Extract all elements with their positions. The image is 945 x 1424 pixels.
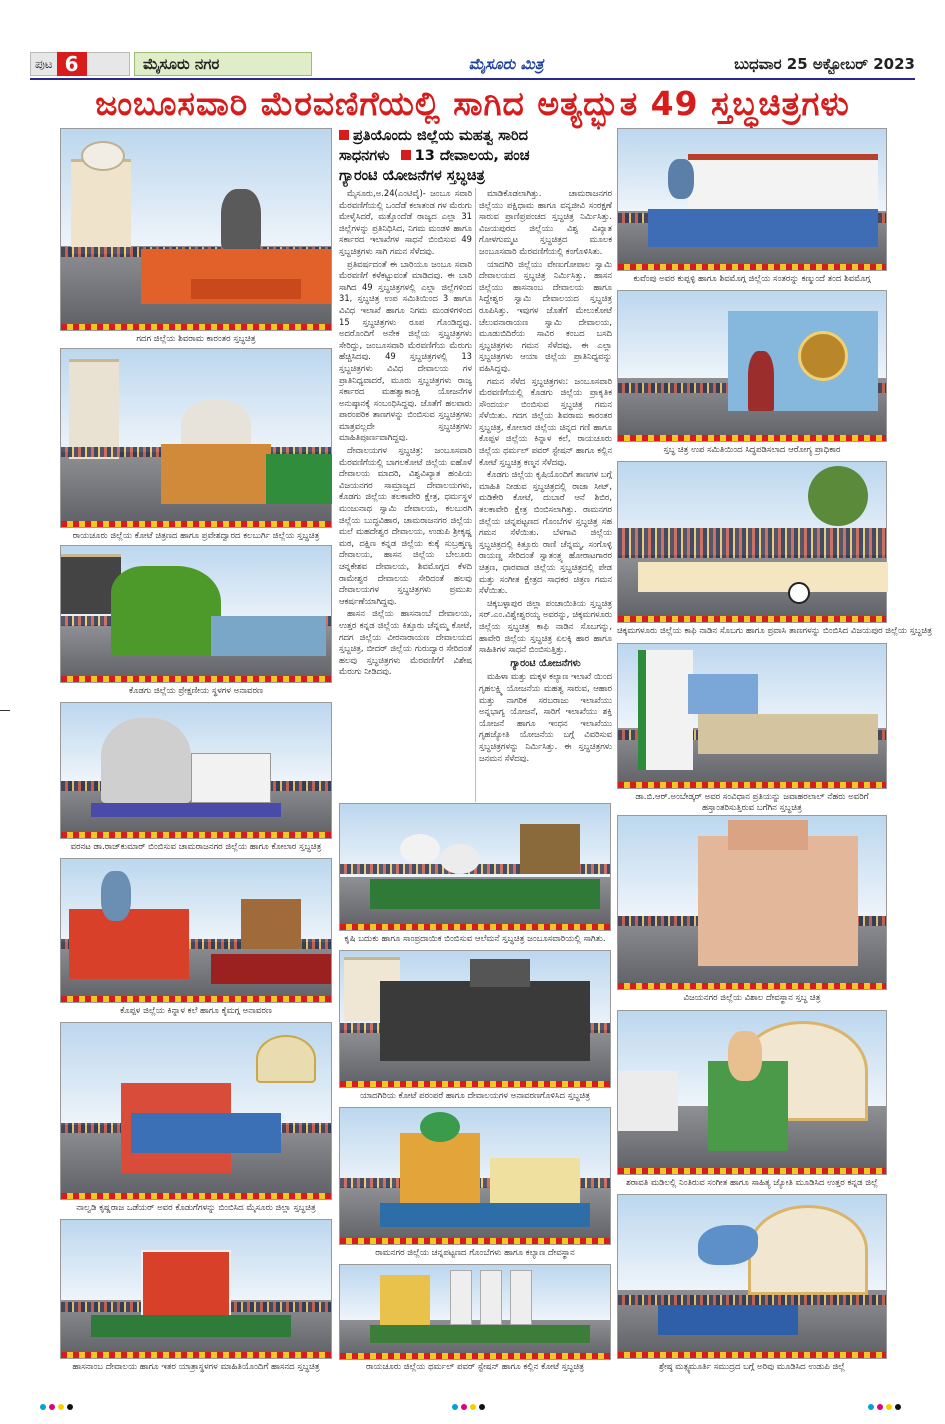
bullet-square-icon — [401, 150, 411, 160]
masthead-rule — [30, 78, 915, 80]
article-heading — [339, 126, 612, 186]
photo-caption: ಹಾಸನಾಂಬ ದೇವಾಲಯ ಹಾಗೂ ಇತರ ಯಾತ್ರಾಸ್ಥಳಗಳ ಮಾಹಿತಿಯೊಂದಿಗೆ ಹಾಸನದ ಸ್ತಬ್ಧಚಿತ್ರ — [72, 1362, 320, 1372]
float-photo-raichur — [60, 348, 332, 528]
page-number: 6 — [57, 52, 87, 76]
photo-caption: ರಾಯಚೂರು ಜಿಲ್ಲೆಯ ಕೋಟೆ ಚಿತ್ರಣದ ಹಾಗೂ ಪ್ರವೇಶದ್ವಾರದ ಕಲಬುರ್ಗಿ ಜಿಲ್ಲೆಯ ಸ್ತಬ್ಧಚಿತ್ರ — [72, 531, 320, 541]
article-column-1 — [339, 188, 472, 802]
masthead — [30, 50, 915, 78]
issue-date: ಬುಧವಾರ 25 ಅಕ್ಟೋಬರ್ 2023 — [734, 55, 915, 73]
float-photo-kodagu — [60, 545, 332, 683]
float-photo-vijayapura — [617, 461, 887, 623]
article-paragraph: ಹಾಸನ ಜಿಲ್ಲೆಯ ಹಾಸನಾಂಬೆ ದೇವಾಲಯ, ಉತ್ತರ ಕನ್ನಡ ಜಿಲ್ಲೆಯ ಕಿತ್ತೂರು ಚೆನ್ನಮ್ಮ ಕೋಟೆ, ಗದಗ ಜಿಲ್ಲೆಯ ವೀರನಾರಾಯಣ ದೇವಾಲಯದ ಸ್ತಬ್ಧಚಿತ್ರ, ಬೀದರ್ ಜಿಲ್ಲೆಯ ಗುರುದ್ವಾರ ಸೇರಿದಂತೆ ಹಲವು ಸ್ತಬ್ಧಚಿತ್ರಗಳು ಮೆರವಣಿಗೆಗೆ ವಿಶೇಷ ಮೆರುಗು ನೀಡಿದವು. — [339, 608, 472, 677]
float-photo-mysuru — [60, 1022, 332, 1200]
registration-marks-center — [452, 1404, 485, 1410]
column-divider — [475, 188, 476, 802]
page-badge — [30, 52, 130, 76]
article-body — [339, 188, 612, 802]
main-article — [339, 126, 612, 802]
page-headline: ಜಂಬೂಸವಾರಿ ಮೆರವಣಿಗೆಯಲ್ಲಿ ಸಾಗಿದ ಅತ್ಯದ್ಭುತ 49 ಸ್ತಬ್ಧಚಿತ್ರಗಳು — [95, 84, 850, 123]
article-paragraph: ಗಮನ ಸೆಳೆದ ಸ್ತಬ್ಧಚಿತ್ರಗಳು: ಜಂಬೂಸವಾರಿ ಮೆರವಣಿಗೆಯಲ್ಲಿ ಕೊಡಗು ಜಿಲ್ಲೆಯ ಪ್ರಾಕೃತಿಕ ಸೌಂದರ್ಯ ಬಿಂಬಿಸುವ ಸ್ತಬ್ಧಚಿತ್ರ ಗಮನ ಸೆಳೆಯಿತು. ಗದಗ ಜಿಲ್ಲೆಯ ಶಿವರಾಮ ಕಾರಂತರ ಸ್ತಬ್ಧಚಿತ್ರ, ಕೋಲಾರ ಜಿಲ್ಲೆಯ ಚಿನ್ನದ ಗಣಿ ಹಾಗೂ ಕೊಪ್ಪಳ ಜಿಲ್ಲೆಯ ಕಿನ್ನಾಳ ಕಲೆ, ರಾಯಚೂರು ಜಿಲ್ಲೆಯ ಥರ್ಮಲ್ ಪವರ್ ಸ್ಟೇಷನ್ ಹಾಗೂ ಕಲ್ಲಿನ ಕೋಟೆ ಸ್ತಬ್ಧಚಿತ್ರ ಕಣ್ಮನ ಸೆಳೆದವು. — [479, 375, 612, 467]
float-photo-vijayanagara — [617, 815, 887, 990]
article-paragraph: ಮಹಿಳಾ ಮತ್ತು ಮಕ್ಕಳ ಕಲ್ಯಾಣ ಇಲಾಖೆ ಯಿಂದ ಗೃಹಲಕ್ಷ್ಮಿ ಯೋಜನೆಯ ಮಹತ್ವ ಸಾರುವ, ಆಹಾರ ಮತ್ತು ನಾಗರಿಕ ಸರಬರಾಜು ಇಲಾಖೆಯು ಅನ್ನಭಾಗ್ಯ ಯೋಜನೆ, ಸಾರಿಗೆ ಇಲಾಖೆಯು ಶಕ್ತಿ ಯೋಜನೆ ಹಾಗೂ ಇಂಧನ ಇಲಾಖೆಯು ಗೃಹಜ್ಯೋತಿ ಯೋಜನೆಯ ಬಗ್ಗೆ ವಿವರಿಸುವ ಸ್ತಬ್ಧಚಿತ್ರಗಳನ್ನು ನಿರ್ಮಿಸಿತ್ತು. ಈ ಸ್ತಬ್ಧಚಿತ್ರಗಳು ಜನಮನ ಸೆಳೆದವು. — [479, 671, 613, 763]
page-word: ಪುಟ — [35, 56, 53, 71]
float-photo-koppal — [60, 858, 332, 1003]
float-photo-chamarajanagar — [60, 702, 332, 839]
float-photo-hassan — [60, 1219, 332, 1359]
article-paragraph: ದೇವಾಲಯಗಳ ಸ್ತಬ್ಧಚಿತ್ರ: ಜಂಬೂಸವಾರಿ ಮೆರವಣಿಗೆಯಲ್ಲಿ ಬಾಗಲಕೋಟೆ ಜಿಲ್ಲೆಯ ಐಹೊಳೆ ದೇವಾಲಯ ಮಾದರಿ, ವಿಶ್ವವಿಖ್ಯಾತ ಹಂಪಿಯ ವಿಜಯನಗರ ಸಾಮ್ರಾಜ್ಯದ ದೇವಾಲಯಗಳು, ಕೊಡಗು ಜಿಲ್ಲೆಯ ತಲಕಾವೇರಿ ಕ್ಷೇತ್ರ, ಧರ್ಮಸ್ಥಳ ಮಂಜುನಾಥ ಸ್ವಾಮಿ ದೇವಾಲಯ, ಕಲಬುರಗಿ ಜಿಲ್ಲೆಯ ಬುದ್ಧವಿಹಾರ, ಚಾಮರಾಜನಗರ ಜಿಲ್ಲೆಯ ಮಲೆ ಮಹದೇಶ್ವರ ದೇವಾಲಯ, ಉಡುಪಿ ಶ್ರೀಕೃಷ್ಣ ಮಠ, ದಕ್ಷಿಣ ಕನ್ನಡ ಜಿಲ್ಲೆಯ ಕುಕ್ಕೆ ಸುಬ್ರಹ್ಮಣ್ಯ ದೇವಾಲಯ, ಹಾಸನ ಜಿಲ್ಲೆಯ ಬೇಲೂರು ಚನ್ನಕೇಶವ ದೇವಾಲಯ, ಶಿವಮೊಗ್ಗದ ಕೆಳದಿ ರಾಮೇಶ್ವರ ದೇವಾಲಯ ಸೇರಿದಂತೆ ಹಲವು ದೇವಾಲಯಗಳ ಸ್ತಬ್ಧಚಿತ್ರಗಳು ಪ್ರಮುಖ ಆಕರ್ಷಣೆಯಾಗಿದ್ದವು. — [339, 445, 472, 606]
photo-caption: ವರನಟ ಡಾ.ರಾಜ್‌ಕುಮಾರ್ ಬಿಂಬಿಸುವ ಚಾಮರಾಜನಗರ ಜಿಲ್ಲೆಯ ಹಾಗೂ ಕೋಲಾರ ಸ್ತಬ್ಧಚಿತ್ರ — [70, 842, 322, 852]
float-photo-alemane — [339, 803, 611, 931]
float-photo-ramanagara — [339, 1107, 611, 1245]
photo-caption: ಶ್ರೇಷ್ಠ ಮತ್ಸ್ಯಮೂರ್ತಿ ಸಮುದ್ರದ ಬಗ್ಗೆ ಅರಿವು ಮೂಡಿಸಿದ ಉಡುಪಿ ಜಿಲ್ಲೆ — [658, 1362, 846, 1372]
float-photo-gadag — [60, 128, 332, 331]
registration-marks-left — [40, 1404, 73, 1410]
article-paragraph: ಮಾಡಿಕೊಡಲಾಗಿತ್ತು. ಚಾಮರಾಜನಗರ ಜಿಲ್ಲೆಯು ಪಕ್ಷಿಧಾಮ ಹಾಗೂ ವನ್ಯಜೀವಿ ಸಂರಕ್ಷಣೆ ಸಾರುವ ಪ್ರಾಣಿಪ್ರಪಂಚದ ಸ್ತಬ್ಧಚಿತ್ರ ನಿರ್ಮಿಸಿತ್ತು. ವಿಜಯಪುರದ ಜಿಲ್ಲೆಯು ವಿಶ್ವ ವಿಖ್ಯಾತ ಗೋಳಗುಮ್ಮಟ ಸ್ತಬ್ಧಚಿತ್ರದ ಮೂಲಕ ಜಂಬೂಸವಾರಿ ಮೆರವಣಿಗೆಯಲ್ಲಿ ಕಂಗೊಳಿಸಿತು. — [479, 188, 612, 256]
article-subheading: ಗ್ಯಾರಂಟಿ ಯೋಜನೆಗಳು — [510, 657, 581, 669]
photo-caption: ನಾಲ್ವಡಿ ಕೃಷ್ಣರಾಜ ಒಡೆಯರ್ ಅವರ ಕೊಡುಗೆಗಳನ್ನು ಬಿಂಬಿಸಿದ ಮೈಸೂರು ಜಿಲ್ಲಾ ಸ್ತಬ್ಧಚಿತ್ರ — [76, 1203, 316, 1213]
article-paragraph: ಮೈಸೂರು,ಅ.24(ಎಂಟಿವೈ)- ಜಂಬೂ ಸವಾರಿ ಮೆರವಣಿಗೆಯಲ್ಲಿ ಒಂದೆಡೆ ಕಲಾತಂಡ ಗಳ ಮೆರುಗು ಮೇಳೈಸಿದರೆ, ಮತ್ತೊಂದೆಡೆ ರಾಜ್ಯದ ಎಲ್ಲಾ 31 ಜಿಲ್ಲೆಗಳನ್ನು ಪ್ರತಿನಿಧಿಸಿದ, ನಿಗಮ ಮಂಡಳಿ ಹಾಗೂ ಸರ್ಕಾರದ ಇಲಾಖೆಗಳ ಸಾಧನೆ ಬಿಂಬಿಸುವ 49 ಸ್ತಬ್ಧಚಿತ್ರಗಳು ಸಾಗಿ ಗಮನ ಸೆಳೆದವು. — [339, 188, 472, 256]
photo-caption: ಶರಾವತಿ ಮಡಿಲಲ್ಲಿ ನಿಂತಿರುವ ಸಂಗೀತ ಹಾಗೂ ಸಾಹಿತ್ಯ ಜ್ಯೋತಿ ಮೂಡಿಸಿದ ಉತ್ತರ ಕನ್ನಡ ಜಿಲ್ಲೆ — [626, 1178, 878, 1188]
article-heading-line3: ಗ್ಯಾರಂಟಿ ಯೋಜನೆಗಳ ಸ್ತಬ್ಧಚಿತ್ರ — [339, 168, 485, 184]
article-heading-line2b: 13 ದೇವಾಲಯ, ಪಂಚ — [414, 148, 530, 164]
photo-caption: ಡಾ.ಬಿ.ಆರ್.ಅಂಬೇಡ್ಕರ್ ಅವರ ಸಂವಿಧಾನ ಪ್ರತಿಯನ್ನು ಜವಾಹರಲಾಲ್ ನೆಹರು ಅವರಿಗೆ ಹಸ್ತಾಂತರಿಸುತ್ತಿರುವ ಬಗೆಗಿನ ಸ್ತಬ್ಧಚಿತ್ರ — [635, 792, 869, 813]
article-paragraph: ಪ್ರತಿವರ್ಷದಂತೆ ಈ ಬಾರಿಯೂ ಜಂಬೂ ಸವಾರಿ ಮೆರವಣಿಗೆ ಕಳೆಕಟ್ಟುವಂತೆ ಮಾಡಿದವು. ಈ ಬಾರಿ ಸಾಗಿದ 49 ಸ್ತಬ್ಧಚಿತ್ರಗಳಲ್ಲಿ ಎಲ್ಲಾ ಜಿಲ್ಲೆಗಳಿಂದ 31, ಸ್ತಬ್ಧಚಿತ್ರ ಉಪ ಸಮಿತಿಯಿಂದ 3 ಹಾಗೂ ವಿವಿಧ ಇಲಾಖೆ ಹಾಗೂ ನಿಗಮ ಮಂಡಳಿಗಳಿಂದ 15 ಸ್ತಬ್ಧಚಿತ್ರಗಳು ರೂಪ ಗೊಂಡಿದ್ದವು. ಅದರೊಂದಿಗೆ ಅನೇಕ ಜಿಲ್ಲೆಯ ಸ್ತಬ್ಧಚಿತ್ರಗಳು ಸೇರಿದ್ದು, ಜಂಬೂಸವಾರಿ ಮೆರವಣಿಗೆಯ ಮೆರುಗು ಹೆಚ್ಚಿಸಿದವು. 49 ಸ್ತಬ್ಧಚಿತ್ರಗಳಲ್ಲಿ 13 ಸ್ತಬ್ಧಚಿತ್ರಗಳು ವಿವಿಧ ದೇವಾಲಯ ಗಳ ಪ್ರಾತಿನಿಧ್ಯವಾದರೆ, ಮೂರು ಸ್ತಬ್ಧಚಿತ್ರಗಳು ರಾಜ್ಯ ಸರ್ಕಾರದ ಮಹತ್ವಾಕಾಂಕ್ಷಿ ಯೋಜನೆಗಳ ಅನುಷ್ಠಾನಕ್ಕೆ ಸಂಬಂಧಿಸಿದ್ದವು. ಜೊತೆಗೆ ಹಲವಾರು ಪಾರಂಪರಿಕ ತಾಣಗಳನ್ನು ಬಿಂಬಿಸುವ ಸ್ತಬ್ಧಚಿತ್ರಗಳು ಮಾತ್ರವಲ್ಲದೇ ಸ್ತಬ್ಧಚಿತ್ರಗಳು ಮಾಹಿತಿಪೂರ್ಣವಾಗಿದ್ದವು. — [339, 258, 472, 443]
float-photo-arogya — [617, 290, 887, 442]
photo-caption: ಕೊಡಗು ಜಿಲ್ಲೆಯ ಪ್ರೇಕ್ಷಣೀಯ ಸ್ಥಳಗಳ ಅನಾವರಣ — [128, 686, 264, 696]
photo-caption: ಕೃಷಿ ಬದುಕು ಹಾಗೂ ಸಾಂಪ್ರದಾಯಿಕ ಬಿಂಬಿಸುವ ಆಲೆಮನೆ ಸ್ತಬ್ಧಚಿತ್ರ ಜಂಬೂಸವಾರಿಯಲ್ಲಿ ಸಾಗಿತು. — [344, 934, 606, 944]
float-photo-shivamogga — [617, 128, 887, 271]
photo-caption: ಕೊಪ್ಪಳ ಜಿಲ್ಲೆಯ ಕಿನ್ನಾಳ ಕಲೆ ಹಾಗೂ ಕೈಮಗ್ಗ ಅನಾವರಣ — [120, 1006, 272, 1016]
float-photo-uttara-kannada — [617, 1010, 887, 1175]
photo-caption: ರಾಮನಗರ ಜಿಲ್ಲೆಯ ಚನ್ನಪಟ್ಟಣದ ಗೊಂಬೆಗಳು ಹಾಗೂ ಕಲ್ಯಾಣ ದೇವಸ್ಥಾನ — [375, 1248, 575, 1258]
photo-caption: ಗದಗ ಜಿಲ್ಲೆಯ ಶಿವರಾಮ ಕಾರಂತರ ಸ್ತಬ್ಧಚಿತ್ರ — [136, 334, 256, 344]
float-photo-yadgir — [339, 950, 611, 1088]
float-photo-ambedkar — [617, 643, 887, 789]
article-column-2 — [479, 188, 612, 802]
photo-caption: ರಾಯಚೂರು ಜಿಲ್ಲೆಯ ಥರ್ಮಲ್ ಪವರ್ ಸ್ಟೇಷನ್ ಹಾಗೂ ಕಲ್ಲಿನ ಕೋಟೆ ಸ್ತಬ್ಧಚಿತ್ರ — [366, 1362, 584, 1372]
float-photo-raichur-thermal — [339, 1264, 611, 1360]
photo-caption: ಕುವೆಂಪು ಅವರ ಕುಪ್ಪಳ್ಳಿ ಹಾಗೂ ಶಿವಮೊಗ್ಗ ಜಿಲ್ಲೆಯ ಸಂತರನ್ನು ಕಣ್ಮುಂದೆ ತಂದ ಶಿವಮೊಗ್ಗ — [633, 274, 871, 284]
article-paragraph: ಚಿಕ್ಕಬಳ್ಳಾಪುರ ಜಿಲ್ಲಾ ಪಂಚಾಯಿತಿಯ ಸ್ತಬ್ಧಚಿತ್ರ ಸರ್.ಎಂ.ವಿಶ್ವೇಶ್ವರಯ್ಯ ಅವರನ್ನು, ಚಿಕ್ಕಮಗಳೂರು ಜಿಲ್ಲೆಯ ಸ್ತಬ್ಧಚಿತ್ರ ಕಾಫಿ ನಾಡಿನ ಸೊಬಗನ್ನು, ಹಾವೇರಿ ಜಿಲ್ಲೆಯ ಸ್ತಬ್ಧಚಿತ್ರ ಏಲಕ್ಕಿ ಹಾರ ಹಾಗೂ ಸಾಹಿತಿಗಳ ಸಾಧನೆ ಬಿಂಬಿಸುತ್ತಿತ್ತು. — [479, 597, 612, 655]
photo-caption: ಸ್ತಬ್ಧ ಚಿತ್ರ ಉಪ ಸಮಿತಿಯಿಂದ ಸಿದ್ಧಪಡಿಸಲಾದ ಆರೋಗ್ಯ ಪ್ರಾಧಿಕಾರ — [663, 445, 841, 455]
photo-caption: ಚಿಕ್ಕಮಗಳೂರು ಜಿಲ್ಲೆಯ ಕಾಫಿ ನಾಡಿನ ಸೊಬಗು ಹಾಗೂ ಪ್ರವಾಸಿ ತಾಣಗಳನ್ನು ಬಿಂಬಿಸಿದ ವಿಜಯಪುರ ಜಿಲ್ಲೆಯ ಸ್ತಬ್ಧಚಿತ್ರ — [617, 626, 932, 636]
bullet-square-icon — [339, 130, 349, 140]
article-heading-line1: ಪ್ರತಿಯೊಂದು ಜಿಲ್ಲೆಯ ಮಹತ್ವ ಸಾರಿದ — [353, 128, 528, 144]
article-heading-line2a: ಸಾಧನಗಳು — [339, 148, 390, 164]
registration-marks-right — [868, 1404, 901, 1410]
float-photo-udupi — [617, 1194, 887, 1359]
margin-tick — [0, 710, 10, 711]
photo-caption: ಯಾದಗಿರಿಯ ಕೋಟೆ ಪರಂಪರೆ ಹಾಗೂ ದೇವಾಲಯಗಳ ಅನಾವರಣಗೊಳಿಸಿದ ಸ್ತಬ್ಧಚಿತ್ರ — [359, 1091, 591, 1101]
article-paragraph: ಯಾದಗಿರಿ ಜಿಲ್ಲೆಯು ವೇಣುಗೋಪಾಲ ಸ್ವಾಮಿ ದೇವಾಲಯದ ಸ್ತಬ್ಧಚಿತ್ರ ನಿರ್ಮಿಸಿತ್ತು. ಹಾಸನ ಜಿಲ್ಲೆಯು ಹಾಸನಾಂಬ ದೇವಾಲಯ ಹಾಗೂ ಸಿದ್ದೇಶ್ವರ ಸ್ವಾಮಿ ದೇವಾಲಯದ ಸ್ತಬ್ಧಚಿತ್ರ ರೂಪಿಸಿತ್ತು. ಇವುಗಳ ಜೊತೆಗೆ ಮೇಲುಕೋಟೆ ಚೆಲುವನಾರಾಯಣ ಸ್ವಾಮಿ ದೇವಾಲಯ, ಮೂಡುಬಿದಿರೆಯ ಸಾವಿರ ಕಂಬದ ಬಸದಿ ಸ್ತಬ್ಧಚಿತ್ರಗಳು ಗಮನ ಸೆಳೆದವು. ಈ ಎಲ್ಲಾ ಸ್ತಬ್ಧಚಿತ್ರಗಳು ಆಯಾ ಜಿಲ್ಲೆಯ ಪ್ರಾತಿನಿಧ್ಯವನ್ನು ವಹಿಸಿದ್ದವು. — [479, 258, 612, 373]
section-name: ಮೈಸೂರು ನಗರ — [134, 52, 312, 76]
article-paragraph: ಕೊಡಗು ಜಿಲ್ಲೆಯ ಕೃಷಿಯೊಂದಿಗೆ ತಾಣಗಳ ಬಗ್ಗೆ ಮಾಹಿತಿ ನೀಡುವ ಸ್ತಬ್ಧಚಿತ್ರದಲ್ಲಿ ರಾಜಾ ಸೀಟ್, ಮಡಿಕೇರಿ ಕೋಟೆ, ದುಬಾರೆ ಆನೆ ಶಿಬಿರ, ತಲಕಾವೇರಿ ಕ್ಷೇತ್ರ ಬಿಂಬಿಸಲಾಗಿತ್ತು. ರಾಮನಗರ ಜಿಲ್ಲೆಯ ಚನ್ನಪಟ್ಟಣದ ಗೊಂಬೆಗಳ ಸ್ತಬ್ಧಚಿತ್ರ ಸಹ ಗಮನ ಸೆಳೆಯಿತು. ಬೆಳಗಾವಿ ಜಿಲ್ಲೆಯ ಸ್ತಬ್ಧಚಿತ್ರದಲ್ಲಿ ಕಿತ್ತೂರು ರಾಣಿ ಚೆನ್ನಮ್ಮ, ಸಂಗೊಳ್ಳಿ ರಾಯಣ್ಣ ಸೇರಿದಂತೆ ಸ್ವಾತಂತ್ರ್ಯ ಹೋರಾಟಗಾರರ ಚಿತ್ರಣ, ಧಾರವಾಡ ಜಿಲ್ಲೆಯ ಸ್ತಬ್ಧಚಿತ್ರದಲ್ಲಿ ಪೇಡ ಮತ್ತು ಸಂಗೀತ ಕ್ಷೇತ್ರದ ಸಾಧಕರ ಚಿತ್ರಣ ಗಮನ ಸೆಳೆಯಿತು. — [479, 469, 612, 596]
newspaper-logo: ಮೈಸೂರು ಮಿತ್ರ — [468, 55, 544, 73]
photo-caption: ವಿಜಯನಗರ ಜಿಲ್ಲೆಯ ವಿಶಾಲ ದೇವಸ್ಥಾನ ಸ್ತಬ್ಧ ಚಿತ್ರ — [683, 993, 821, 1003]
